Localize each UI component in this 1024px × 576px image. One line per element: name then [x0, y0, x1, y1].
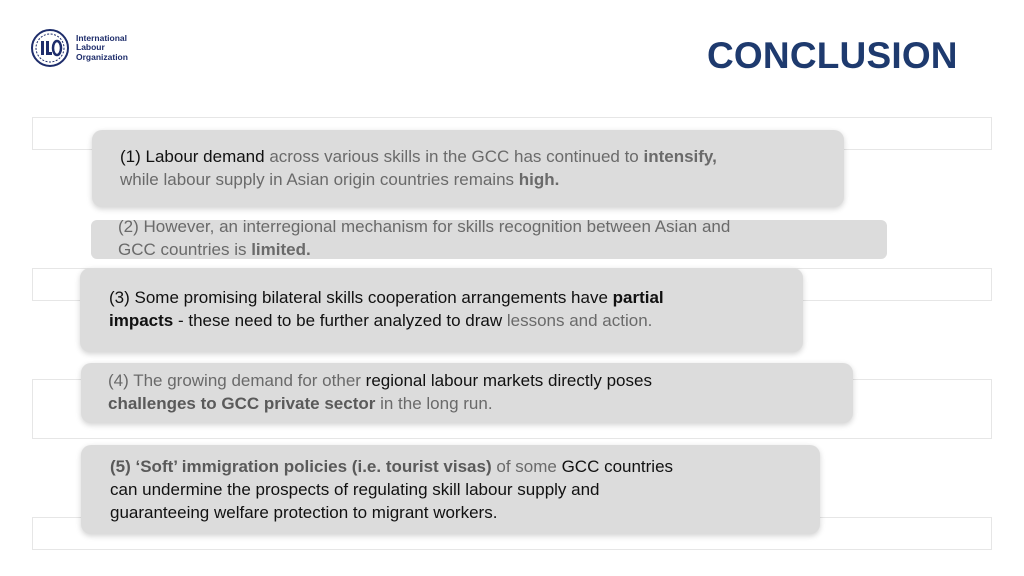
text-run: can undermine the prospects of regulating skill labour supply and	[110, 480, 600, 499]
conclusion-point-3	[80, 268, 803, 352]
point-3-line-1	[109, 286, 803, 309]
point-3-line-2	[109, 309, 803, 332]
conclusion-point-1	[92, 130, 844, 207]
point-5-line-1	[110, 455, 820, 478]
text-run: lessons and action.	[506, 311, 653, 330]
text-run: GCC countries is	[118, 240, 252, 259]
text-run: of some	[491, 457, 562, 476]
text-run: limited.	[251, 240, 311, 259]
logo-wordmark	[76, 34, 128, 63]
text-run: (5) ‘Soft’ immigration policies (i.e. tourist visas)	[110, 457, 492, 476]
text-run: (3) Some promising bilateral skills cooperation arrangements have	[109, 288, 613, 307]
point-2-line-2	[118, 238, 730, 261]
conclusion-point-4	[81, 363, 853, 423]
text-run: partial	[612, 288, 664, 307]
point-4-line-1	[108, 369, 853, 392]
point-5-line-2	[110, 478, 820, 501]
conclusion-point-5	[81, 445, 820, 534]
logo-line: Labour	[76, 42, 105, 53]
logo-line: International	[76, 32, 128, 43]
text-run: (2) However, an interregional mechanism for skills recognition between Asian and	[118, 217, 731, 236]
text-run: impacts	[109, 311, 174, 330]
ilo-emblem-icon	[30, 28, 70, 68]
point-1-line-1	[120, 145, 844, 168]
text-run: regional labour markets directly poses	[365, 371, 652, 390]
text-run: - these need to be further analyzed to draw	[173, 311, 507, 330]
text-run: across various skills in the GCC has continued to	[264, 147, 644, 166]
ilo-logo	[30, 28, 128, 68]
text-run: in the long run.	[375, 394, 493, 413]
text-run: intensify,	[643, 147, 717, 166]
text-run: GCC countries	[561, 457, 674, 476]
text-run: guaranteeing welfare protection to migrant workers.	[110, 503, 498, 522]
point-5-line-3	[110, 501, 820, 524]
conclusion-point-2	[91, 217, 887, 259]
point-1-line-2	[120, 168, 844, 191]
point-2-line-1	[118, 215, 730, 238]
logo-line: Organization	[76, 51, 128, 62]
text-run: high.	[518, 170, 560, 189]
page-title: CONCLUSION	[707, 35, 958, 76]
text-run: (1)	[120, 147, 146, 166]
text-run: (4) The growing demand for other	[108, 371, 366, 390]
text-run: while labour supply in Asian origin countries remains	[120, 170, 519, 189]
text-run: challenges to GCC private sector	[108, 394, 376, 413]
point-4-line-2	[108, 392, 853, 415]
text-run: Labour demand	[145, 147, 265, 166]
